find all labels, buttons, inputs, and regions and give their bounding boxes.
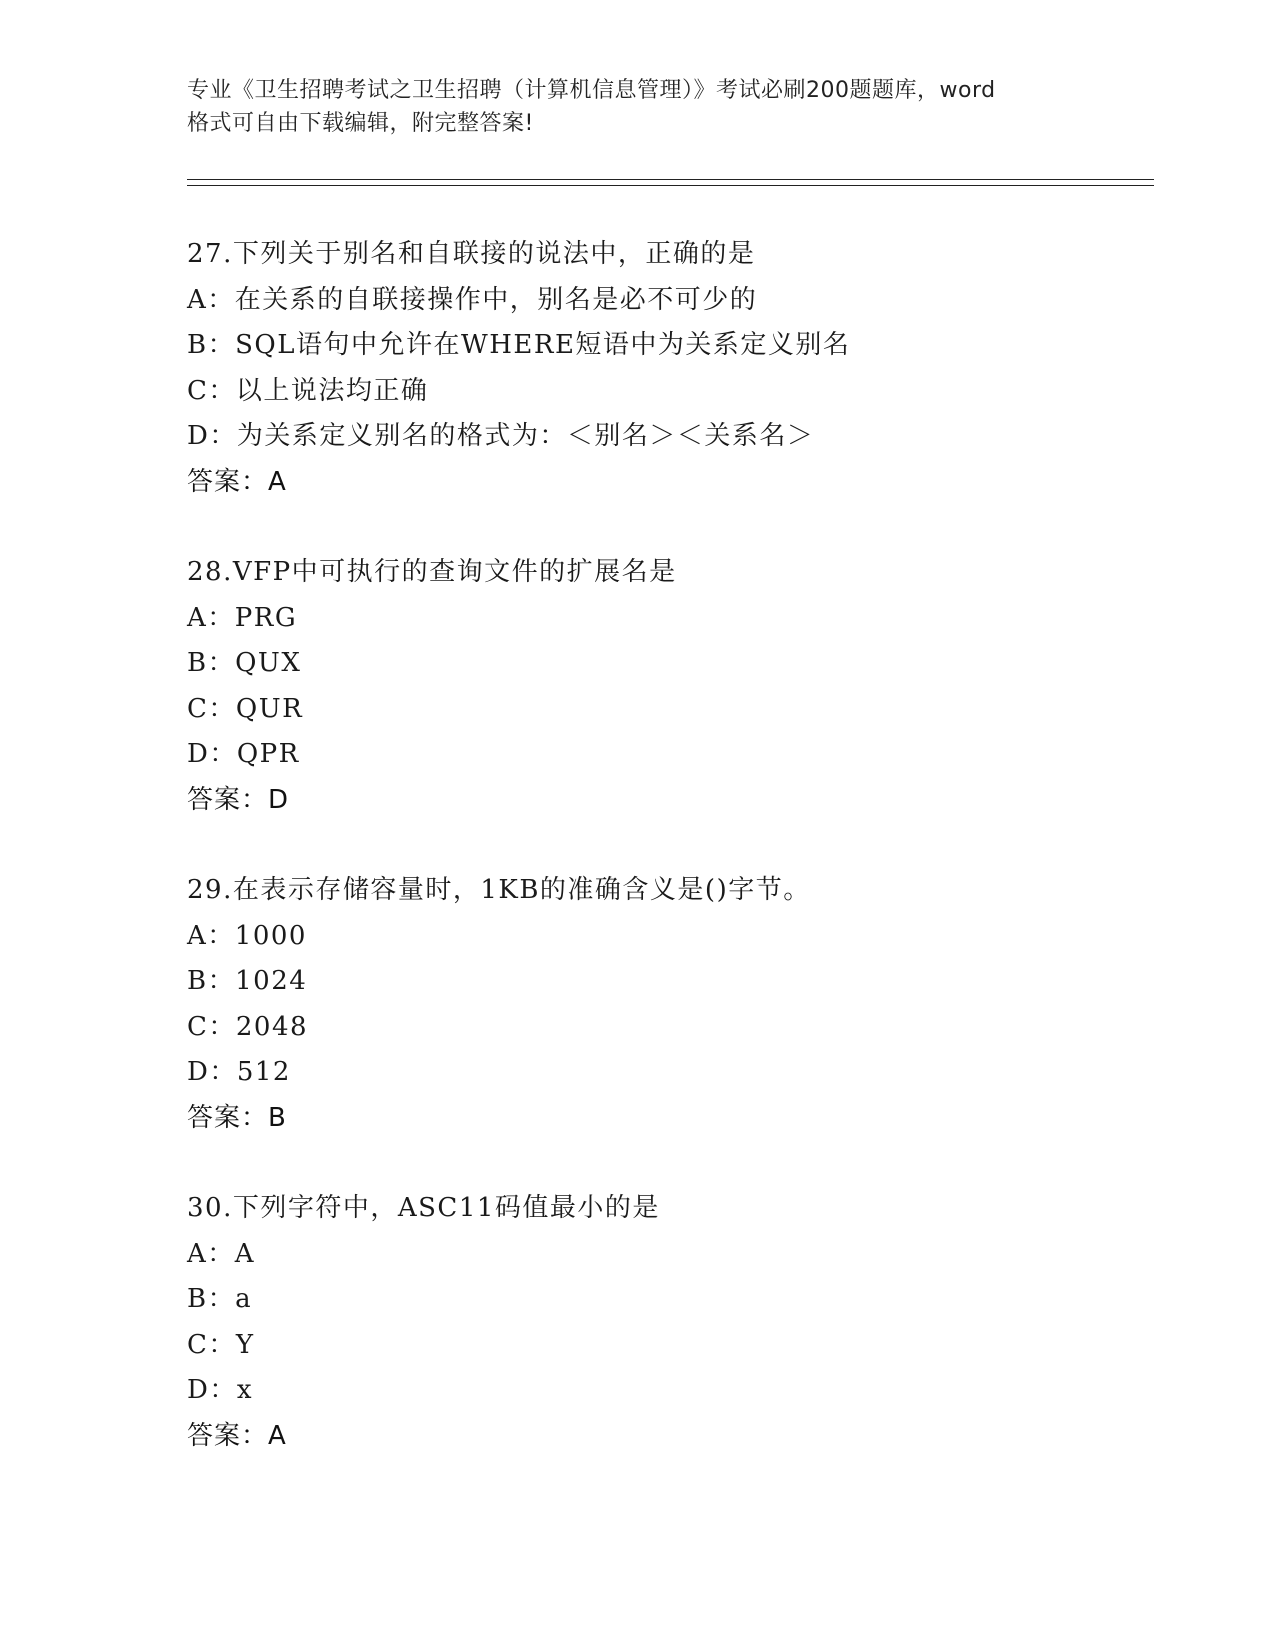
question-30 [187,1186,1147,1459]
header-title-line-2: 格式可自由下载编辑，附完整答案! [187,111,534,136]
option-a: A：1000 [187,920,307,951]
answer-label: 答案：B [187,1102,287,1133]
option-c: C：2048 [187,1011,309,1042]
header-divider [187,179,1154,186]
option-b: B：1024 [187,966,308,996]
option-a: A：A [187,1238,256,1269]
answer-label: 答案：D [187,784,290,815]
option-d: D：512 [187,1057,291,1087]
question-stem: 29.在表示存储容量时，1KB的准确含义是()字节。 [187,875,811,905]
question-stem: 30.下列字符中，ASC11码值最小的是 [187,1193,660,1223]
option-d: D：QPR [187,739,300,769]
question-27 [187,232,1147,505]
question-stem: 28.VFP中可执行的查询文件的扩展名是 [187,557,677,587]
answer-label: 答案：A [187,466,287,497]
option-a: A：在关系的自联接操作中，别名是必不可少的 [187,284,758,315]
option-c: C：Y [187,1329,255,1360]
option-b: B：QUX [187,648,302,678]
option-a: A：PRG [187,602,298,633]
answer-label: 答案：A [187,1420,287,1451]
option-c: C：以上说法均正确 [187,375,429,406]
option-b: B：SQL语句中允许在WHERE短语中为关系定义别名 [187,330,851,360]
question-list [187,232,1147,1459]
question-29 [187,868,1147,1141]
option-c: C：QUR [187,693,304,724]
question-stem: 27.下列关于别名和自联接的说法中，正确的是 [187,239,756,269]
option-d: D：x [187,1375,254,1405]
header-title-line-1: 专业《卫生招聘考试之卫生招聘（计算机信息管理）》考试必刷200题题库，word [187,78,996,103]
question-28 [187,550,1147,823]
page-header [187,74,1087,140]
option-d: D：为关系定义别名的格式为：＜别名＞＜关系名＞ [187,421,815,451]
option-b: B：a [187,1284,253,1314]
